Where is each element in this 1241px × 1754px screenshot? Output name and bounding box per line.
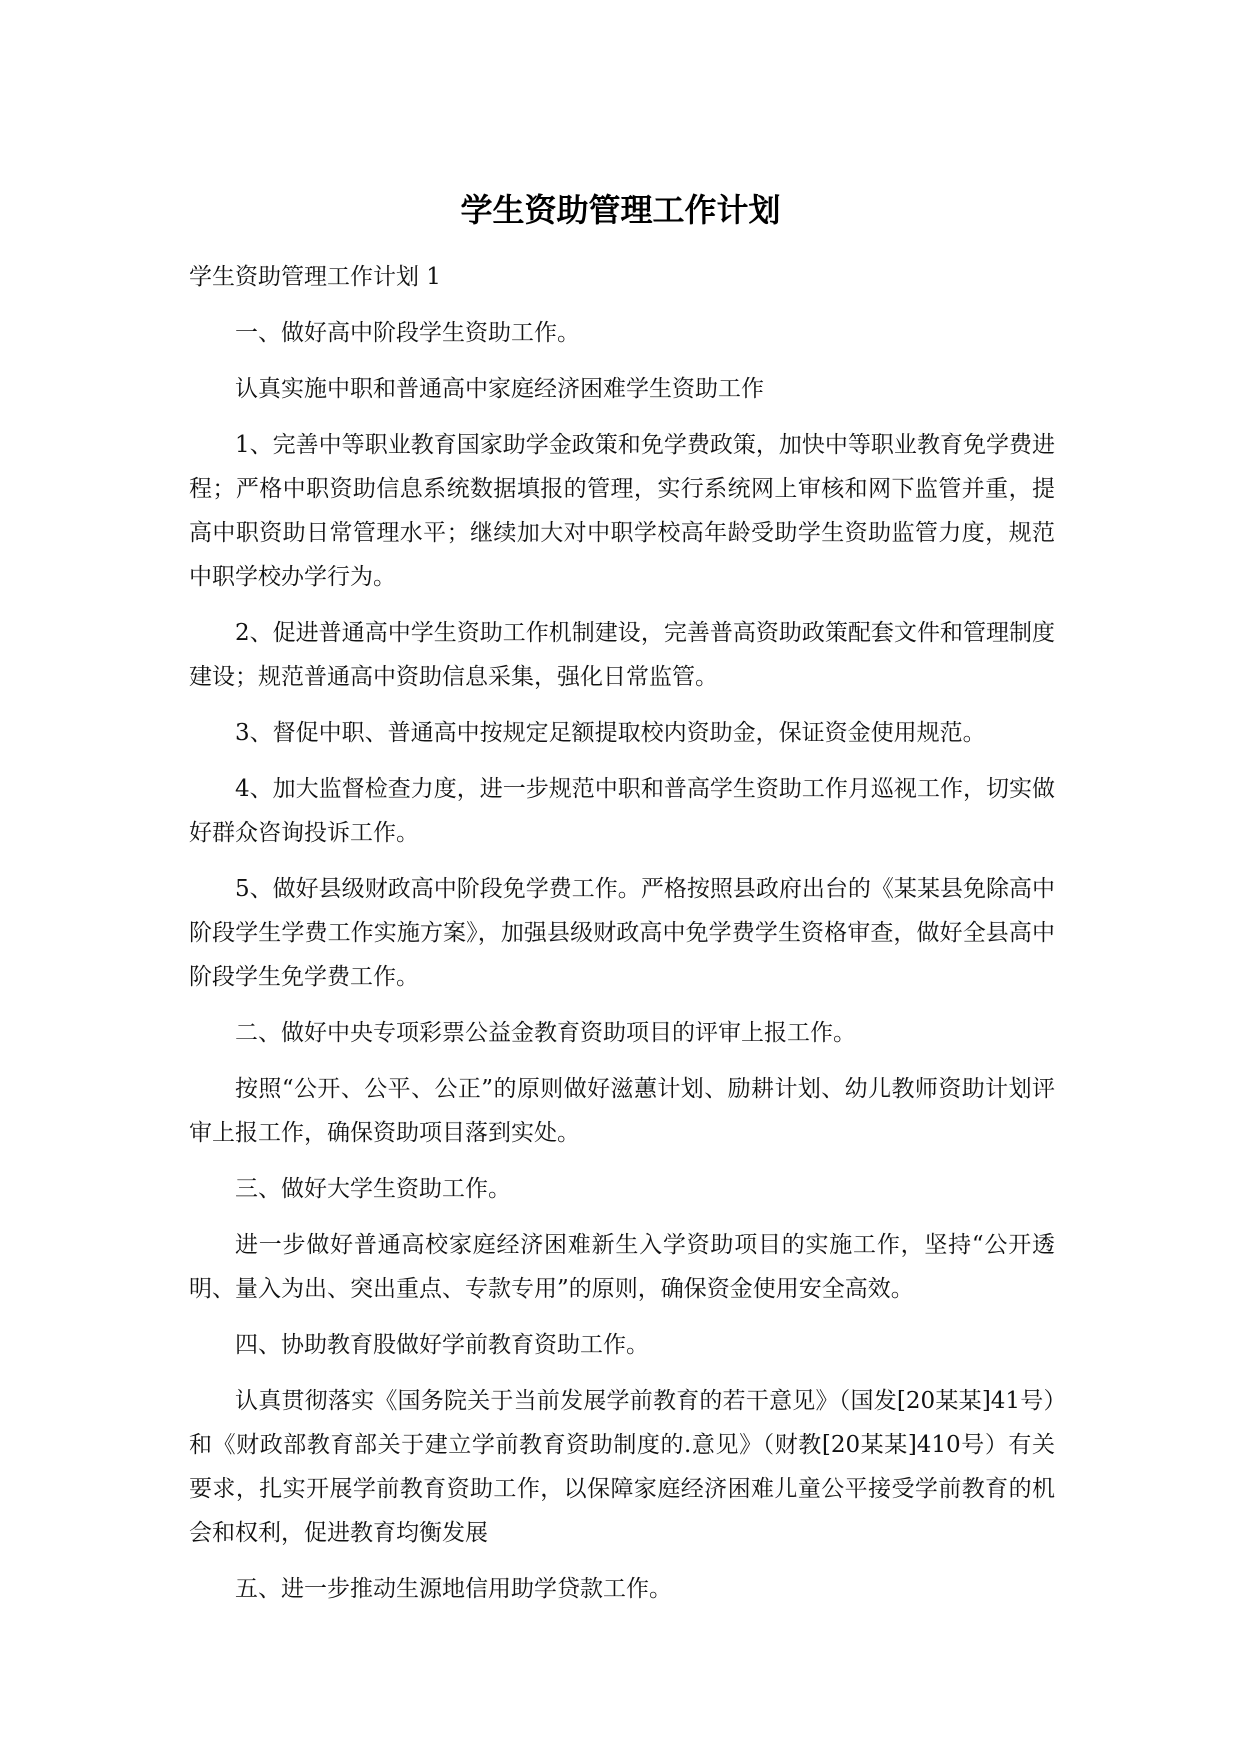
document-title: 学生资助管理工作计划 (460, 191, 781, 229)
paragraph-section-4: 四、协助教育股做好学前教育资助工作。 (235, 1332, 649, 1358)
paragraph: 3、督促中职、普通高中按规定足额提取校内资助金，保证资金使用规范。 (235, 720, 986, 746)
paragraph: 进一步做好普通高校家庭经济困难新生入学资助项目的实施工作，坚持“公开透明、量入为出、突出重点、专款专用”的原则，确保资金使用安全高效。 (189, 1232, 1055, 1302)
paragraph-section-3: 三、做好大学生资助工作。 (235, 1176, 511, 1202)
paragraph: 4、加大监督检查力度，进一步规范中职和普高学生资助工作月巡视工作，切实做好群众咨询投诉工作。 (189, 776, 1055, 846)
paragraph: 5、做好县级财政高中阶段免学费工作。严格按照县政府出台的《某某县免除高中阶段学生学费工作实施方案》，加强县级财政高中免学费学生资格审查，做好全县高中阶段学生免学费工作。 (189, 876, 1055, 990)
paragraph-section-1: 一、做好高中阶段学生资助工作。 (235, 320, 580, 346)
paragraph: 认真贯彻落实《国务院关于当前发展学前教育的若干意见》（国发[20某某]41号）和《财政部教育部关于建立学前教育资助制度的.意见》（财教[20某某]410号）有关要求，扎实开展学前教育资助工作，以保障家庭经济困难儿童公平接受学前教育的机会和权利，促进教育均衡发展 (189, 1388, 1055, 1546)
paragraph-section-2: 二、做好中央专项彩票公益金教育资助项目的评审上报工作。 (235, 1020, 856, 1046)
paragraph-section-5: 五、进一步推动生源地信用助学贷款工作。 (235, 1576, 672, 1602)
document-body (189, 255, 1055, 1623)
paragraph: 1、完善中等职业教育国家助学金政策和免学费政策，加快中等职业教育免学费进程；严格中职资助信息系统数据填报的管理，实行系统网上审核和网下监管并重，提高中职资助日常管理水平；继续加大对中职学校高年龄受助学生资助监管力度，规范中职学校办学行为。 (189, 432, 1055, 590)
paragraph-heading-1: 学生资助管理工作计划 1 (189, 264, 441, 290)
paragraph: 认真实施中职和普通高中家庭经济困难学生资助工作 (235, 376, 764, 402)
paragraph: 按照“公开、公平、公正”的原则做好滋蕙计划、励耕计划、幼儿教师资助计划评审上报工作，确保资助项目落到实处。 (189, 1076, 1055, 1146)
paragraph: 2、促进普通高中学生资助工作机制建设，完善普高资助政策配套文件和管理制度建设；规范普通高中资助信息采集，强化日常监管。 (189, 620, 1055, 690)
